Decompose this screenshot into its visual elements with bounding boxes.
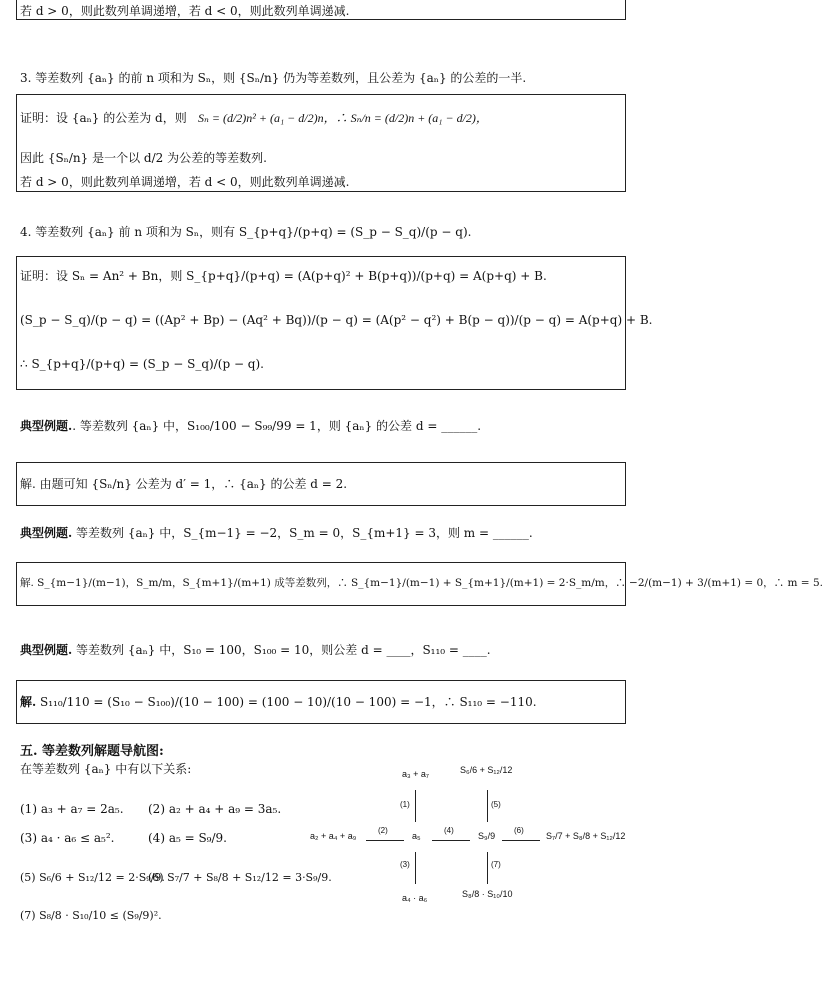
section5-title: 五. 等差数列解题导航图: — [20, 744, 164, 759]
relation-3: (3) a₄ · a₆ ≤ a₅². — [20, 831, 115, 845]
diagram-top-node: a₃ + a₇ — [402, 769, 430, 779]
ex2-question-row — [20, 527, 533, 539]
diagram-edge-label-4: (4) — [444, 826, 454, 835]
diagram-bottom-node: a₄ · a₆ — [402, 893, 428, 903]
diagram-center-node: a₅ — [412, 831, 421, 841]
p3-proof-line1-prefix: 证明：设 {aₙ} 的公差为 d，则 — [20, 111, 187, 125]
diagram-edge-label-7: (7) — [491, 860, 501, 869]
p3-heading: 3. 等差数列 {aₙ} 的前 n 项和为 Sₙ，则 {Sₙ/n} 仍为等差数列，且公差为 {aₙ} 的公差的一半. — [20, 71, 527, 85]
ex2-solution: 解. S_{m−1}/(m−1)，S_m/m，S_{m+1}/(m+1) 成等差数列，∴ S_{m−1}/(m−1) + S_{m+1}/(m+1) = 2·S_m/m，∴ −2/(m−1) + 3/(m+1) = 0，∴ m = 5. — [20, 577, 823, 589]
relation-4: (4) a₅ = S₉/9. — [148, 831, 227, 845]
diagram-edge-7 — [487, 852, 488, 884]
ex1-label: 典型例题. — [20, 419, 73, 433]
p3-proof-line2: 因此 {Sₙ/n} 是一个以 d/2 为公差的等差数列. — [20, 151, 267, 165]
ex3-solution-label: 解. — [20, 695, 37, 709]
diagram-edge-label-1: (1) — [400, 800, 410, 809]
ex1-solution: 解. 由题可知 {Sₙ/n} 公差为 d′ = 1，∴ {aₙ} 的公差 d = 2. — [20, 477, 348, 491]
ex2-label: 典型例题. — [20, 526, 73, 540]
diagram-bottom-right-node: S₈/8 · S₁₀/10 — [462, 889, 513, 899]
ex1-question-row — [20, 420, 481, 432]
diagram-edge-label-2: (2) — [378, 826, 388, 835]
p4-heading: 4. 等差数列 {aₙ} 前 n 项和为 Sₙ，则有 S_{p+q}/(p+q) = (S_p − S_q)/(p − q). — [20, 225, 472, 239]
ex3-question-row — [20, 644, 491, 656]
top-box-text: 若 d > 0，则此数列单调递增，若 d < 0，则此数列单调递减. — [20, 4, 350, 18]
diagram-edge-6 — [502, 840, 540, 841]
p4-proof-line1: 证明：设 Sₙ = An² + Bn，则 S_{p+q}/(p+q) = (A(p+q)² + B(p+q))/(p+q) = A(p+q) + B. — [20, 269, 547, 283]
p4-proof-line3: ∴ S_{p+q}/(p+q) = (S_p − S_q)/(p − q). — [20, 357, 264, 371]
ex3-solution: S₁₁₀/110 = (S₁₀ − S₁₀₀)/(10 − 100) = (100 − 10)/(10 − 100) = −1，∴ S₁₁₀ = −110. — [40, 695, 537, 709]
ex3-label: 典型例题. — [20, 643, 73, 657]
p3-proof-line3: 若 d > 0，则此数列单调递增，若 d < 0，则此数列单调递减. — [20, 175, 350, 189]
p3-proof-line1-formula: Sₙ = (d/2)n² + (a₁ − d/2)n，∴ Sₙ/n = (d/2)n + (a₁ − d/2)， — [198, 111, 488, 125]
ex1-question: . 等差数列 {aₙ} 中，S₁₀₀/100 − S₉₉/99 = 1，则 {aₙ} 的公差 d = ______. — [72, 419, 482, 433]
diagram-edge-label-3: (3) — [400, 860, 410, 869]
diagram-edge-5 — [487, 790, 488, 822]
diagram-edge-3 — [415, 852, 416, 884]
relation-1: (1) a₃ + a₇ = 2a₅. — [20, 802, 124, 816]
diagram-top-right-node: S₆/6 + S₁₂/12 — [460, 765, 513, 775]
p4-proof-line2: (S_p − S_q)/(p − q) = ((Ap² + Bp) − (Aq² + Bq))/(p − q) = (A(p² − q²) + B(p − q))/(p − q) = A(p+q) + B. — [20, 313, 653, 327]
diagram-edge-4 — [432, 840, 470, 841]
relation-7: (7) S₈/8 · S₁₀/10 ≤ (S₉/9)². — [20, 909, 162, 922]
diagram-left-node: a₂ + a₄ + a₉ — [310, 831, 357, 841]
diagram-edge-1 — [415, 790, 416, 822]
diagram-right1-node: S₉/9 — [478, 831, 496, 841]
diagram-edge-label-6: (6) — [514, 826, 524, 835]
section5-intro: 在等差数列 {aₙ} 中有以下关系: — [20, 762, 192, 776]
diagram-right2-node: S₇/7 + S₈/8 + S₁₂/12 — [546, 831, 626, 841]
ex3-question: 等差数列 {aₙ} 中，S₁₀ = 100，S₁₀₀ = 10，则公差 d = ____，S₁₁₀ = ____. — [72, 643, 491, 657]
diagram-edge-2 — [366, 840, 404, 841]
relation-2: (2) a₂ + a₄ + a₉ = 3a₅. — [148, 802, 282, 816]
relation-6: (6) S₇/7 + S₈/8 + S₁₂/12 = 3·S₉/9. — [148, 871, 332, 884]
relation-5: (5) S₆/6 + S₁₂/12 = 2·S₉/9. — [20, 871, 165, 884]
diagram-edge-label-5: (5) — [491, 800, 501, 809]
ex3-solution-row — [20, 696, 537, 708]
ex2-question: 等差数列 {aₙ} 中，S_{m−1} = −2，S_m = 0，S_{m+1} = 3，则 m = ______. — [72, 526, 533, 540]
